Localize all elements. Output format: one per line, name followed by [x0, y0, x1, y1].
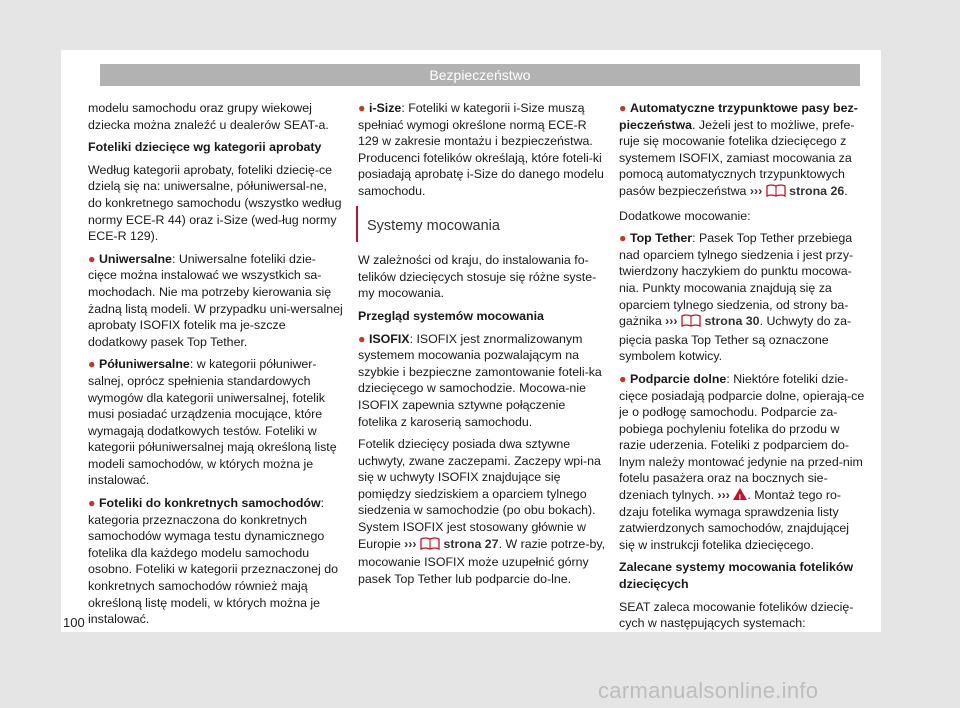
item-title: Automatyczne trzypunktowe pasy bez-pieczeństwa [619, 101, 858, 132]
paragraph: modelu samochodu oraz grupy wiekowej dziecka można znaleźć u dealerów SEAT-a. [88, 101, 329, 132]
column-1 [88, 100, 344, 634]
list-item [619, 371, 865, 554]
ref-arrow: ››› [717, 488, 730, 503]
item-text: . Jeżeli jest to możliwe, prefe-ruje się mocowanie fotelika dziecięcego z systemem ISOFIX, zamiast mocowania za pomocą automatycznych trzypunktowych pasów bezpieczeństwa [619, 117, 855, 198]
bullet-icon: ● [619, 371, 627, 386]
item-text: : Pasek Top Tether przebiega nad oparciem tylnego siedzenia i jest przy-twierdzony haczykiem do punktu mocowa-nia. Punkty mocowania znajdują się za oparciem tylnego siedzenia, od strony ba-gażnika [619, 231, 854, 329]
ref-arrow: ››› [665, 314, 678, 329]
list-item [619, 230, 865, 365]
item-text: : ISOFIX jest znormalizowanym systemem mocowania pozwalającym na szybkie i bezpieczne zamontowanie foteli-ka dziecięcego w samochodzie. Mocowa-nie ISOFIX zapewnia sztywne połączenie fotelika z karoserią samochodu. [358, 331, 602, 429]
column-3 [619, 100, 865, 638]
bullet-icon: ● [88, 251, 96, 266]
bullet-icon: ● [619, 231, 627, 246]
paragraph [358, 436, 606, 587]
column-2 [358, 100, 606, 593]
item-title: Podparcie dolne [629, 371, 727, 386]
paragraph: Według kategorii aprobaty, foteliki dziecię-ce dzielą się na: uniwersalne, półuniwersal-ne, do konkretnego samochodu (wszystko według normy ECE-R 44) oraz i-Size (wed-ług normy ECE-R 129). [88, 162, 342, 244]
book-icon [681, 314, 701, 332]
item-text: : w kategorii półuniwer-salnej, oprócz spełnienia standardowych wymogów dla kategorii uniwersalnej, fotelik musi posiadać urządzenia mocujące, które wymagają dodatkowych testów. Foteliki w kategorii półuniwersalnej mają określoną listę modeli samochodów, w których można je instalować. [88, 357, 337, 488]
item-text: : Uniwersalne foteliki dzie-cięce można instalować we wszystkich sa-mochodach. Nie ma potrzeby kierowania się żadną listą modeli. W przypadku uni-wersalnej aprobaty ISOFIX fotelik ma je-szcze dodatkowy pasek Top Tether. [88, 251, 343, 349]
item-text: : Niektóre foteliki dzie-cięce posiadają podparcie dolne, opierają-ce je o podłogę samochodu. Podparcie za-pobiega pochyleniu fotelika do przodu w razie uderzenia. Foteliki z podparciem do-lnym należy montować jedynie na przed-nim fotelu pasażera oraz na bocznych sie-dzeniach tylnych. [619, 371, 865, 503]
list-item [88, 356, 344, 489]
paragraph-text: . W razie potrze-by, mocowanie ISOFIX może uzupełnić górny pasek Top Tether lub podparcie do-lne. [358, 536, 606, 586]
warning-icon[interactable] [733, 488, 747, 500]
page-number: 100 [63, 615, 85, 630]
paragraph: W zależności od kraju, do instalowania fo-telików dziecięcych stosuje się różne syste-my mocowania. [358, 253, 597, 301]
subheading: Zalecane systemy mocowania fotelików dziecięcych [619, 560, 854, 592]
page-link[interactable]: strona 30 [704, 314, 760, 329]
watermark: carmanualsonline.info [598, 678, 819, 703]
list-item [358, 100, 606, 200]
subheading: Foteliki dziecięce wg kategorii aprobaty [88, 140, 322, 155]
bullet-icon: ● [358, 331, 366, 346]
list-item [88, 495, 344, 628]
ref-arrow: ››› [404, 536, 417, 551]
section-heading: Systemy mocowania [356, 206, 606, 243]
item-text: : kategoria przeznaczona do konkretnych samochodów wymaga testu dynamicznego fotelika dla każdego modelu samochodu osobno. Foteliki w kategorii przeznaczonej do konkretnych samochodów również mają określoną listę modeli, w których można je instalować. [88, 496, 339, 627]
paragraph: Dodatkowe mocowanie: [619, 208, 751, 223]
item-text: . [844, 183, 848, 198]
ref-arrow: ››› [749, 183, 763, 198]
list-item [358, 331, 606, 431]
book-icon [766, 184, 786, 202]
item-title: Top Tether [629, 231, 693, 246]
item-text: . Montaż tego ro-dzaju fotelika wymaga sprawdzenia listy zatwierdzonych samochodów, znajdującej się w instrukcji fotelika dziecięcego. [619, 488, 850, 552]
list-item [88, 251, 344, 351]
page-header: Bezpieczeństwo [100, 64, 860, 86]
paragraph-text: Fotelik dziecięcy posiada dwa sztywne uchwyty, zwane zaczepami. Zaczepy wpi-na się w uchwyty ISOFIX znajdujące się pomiędzy siedziskiem a oparciem tylnego siedzenia w samochodzie (po obu bokach). System ISOFIX jest stosowany głównie w Europie [358, 437, 601, 551]
item-text: : Foteliki w kategorii i-Size muszą spełniać wymogi określone normą ECE-R 129 w zakresie montażu i bezpieczeństwa. Producenci fotelików określają, które foteli-ki posiadają aprobatę i-Size do danego modelu samochodu. [358, 101, 604, 198]
item-title: ISOFIX [368, 331, 410, 346]
book-icon [420, 537, 440, 555]
item-title: Półuniwersalne [98, 357, 190, 372]
bullet-icon: ● [88, 496, 96, 511]
item-title: Foteliki do konkretnych samochodów [98, 496, 321, 511]
item-text: . Uchwyty do za-pięcia paska Top Tether są oznaczone symbolem kotwicy. [619, 314, 852, 364]
subheading: Przegląd systemów mocowania [358, 308, 544, 323]
page-link[interactable]: strona 27 [443, 536, 499, 551]
bullet-icon: ● [88, 357, 96, 372]
bullet-icon: ● [358, 101, 366, 115]
page-link[interactable]: strona 26 [789, 183, 845, 198]
item-title: Uniwersalne [98, 251, 172, 266]
list-item [619, 100, 865, 202]
bullet-icon: ● [619, 101, 627, 115]
paragraph: SEAT zaleca mocowanie fotelików dziecię-cych w następujących systemach: [619, 599, 854, 631]
item-title: i-Size [368, 101, 402, 115]
